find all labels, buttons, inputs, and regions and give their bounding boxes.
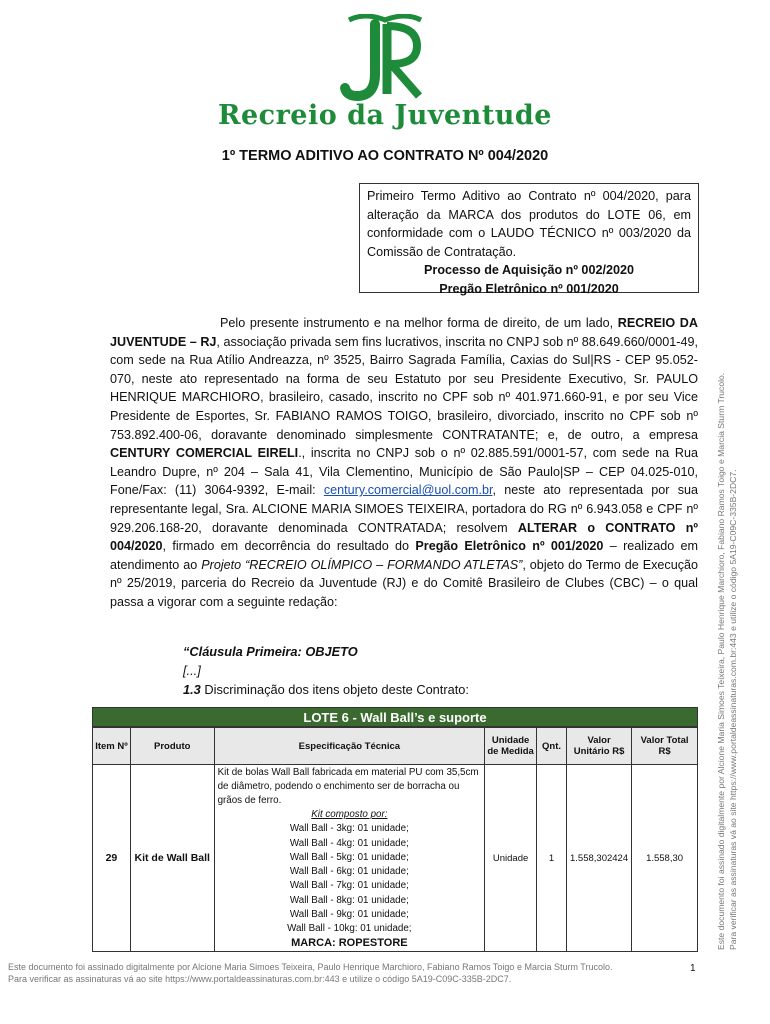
- spec-list-item: Wall Ball - 6kg: 01 unidade;: [289, 866, 409, 878]
- body-p3: ., inscrita no CNPJ sob o nº 02.885.591/0001-57, com sede na Rua Leandro Dupre, nº 204 – Sala 41, Vila Clementino, Município de São Paulo|SP – CEP 04.025-010, Fone/Fax: (11) 3064-9392, E-mail:: [110, 446, 698, 498]
- project-name: Projeto “RECREIO OLÍMPICO – FORMANDO ATLETAS”: [201, 557, 523, 572]
- footer-line1: Este documento foi assinado digitalmente por Alcione Maria Simoes Teixeira, Paulo Henrique Marchioro, Fabiano Ramos Toigo e Marcia Sturm Trucolo.: [8, 962, 613, 972]
- pregao-ref: Pregão Eletrônico nº 001/2020: [415, 539, 604, 554]
- email-link[interactable]: century.comercial@uol.com.br: [323, 483, 493, 498]
- table-row: [93, 765, 698, 952]
- summary-box: [359, 183, 699, 296]
- cell-produto: Kit de Wall Ball: [130, 765, 214, 952]
- signature-notice-line2: Para verificar as assinaturas vá ao site https://www.portaldeassinaturas.com.br:443 e utilize o código 5A19-C09C-335B-2DC7.: [728, 469, 738, 950]
- clause-item-number: 1.3: [183, 682, 201, 697]
- contract-body: [110, 314, 698, 612]
- cell-unidade: Unidade: [485, 765, 537, 952]
- footer-line2: Para verificar as assinaturas vá ao site https://www.portaldeassinaturas.com.br:443 e utilize o código 5A19-C09C-335B-2DC7.: [8, 973, 512, 984]
- clause-block: [183, 642, 469, 699]
- summary-process: Processo de Aquisição nº 002/2020: [424, 263, 634, 277]
- items-table: [92, 727, 698, 952]
- cell-especificacao: [214, 765, 485, 952]
- header-unidade: Unidade de Medida: [485, 728, 537, 765]
- lote-header: LOTE 6 - Wall Ball’s e suporte: [92, 707, 698, 727]
- header-especificacao: Especificação Técnica: [214, 728, 485, 765]
- spec-list-item: Wall Ball - 10kg: 01 unidade;: [287, 922, 412, 934]
- header-valor-total: Valor Total R$: [632, 728, 698, 765]
- summary-text: Primeiro Termo Aditivo ao Contrato nº 004/2020, para alteração da MARCA dos produtos do LOTE 06, em conformidade com o LAUDO TÉCNICO nº 003/2020 da Comissão de Contratação.: [367, 189, 691, 259]
- summary-pregao: Pregão Eletrônico nº 001/2020: [439, 281, 619, 296]
- alter-clause: ALTERAR o CONTRATO nº 004/2020: [110, 520, 699, 554]
- contratante-name: RECREIO DA JUVENTUDE – RJ: [110, 316, 698, 349]
- cell-item: 29: [93, 765, 131, 952]
- jr-monogram-icon: [335, 14, 435, 104]
- cell-valor-total: 1.558,30: [632, 765, 698, 952]
- cell-qnt: 1: [537, 765, 567, 952]
- body-p5: , firmado em decorrência do resultado do: [162, 539, 410, 554]
- body-p1: Pelo presente instrumento e na melhor forma de direito, de um lado,: [220, 316, 614, 330]
- spec-list-item: Wall Ball - 5kg: 01 unidade;: [289, 851, 409, 863]
- header-valor-unitario: Valor Unitário R$: [567, 728, 632, 765]
- signature-notice-line1: Este documento foi assinado digitalmente por Alcione Maria Simoes Teixeira, Paulo Henrique Marchioro, Fabiano Ramos Toigo e Marcia Sturm Trucolo.: [716, 372, 726, 950]
- contratada-name: CENTURY COMERCIAL EIRELI: [110, 446, 299, 461]
- page-number: 1: [690, 963, 696, 974]
- brand-name: Recreio da Juventude: [218, 100, 552, 131]
- document-title: 1º TERMO ADITIVO AO CONTRATO Nº 004/2020: [221, 148, 549, 164]
- clause-heading: “Cláusula Primeira: OBJETO: [183, 644, 358, 659]
- spec-list-item: Wall Ball - 7kg: 01 unidade;: [289, 880, 409, 892]
- cell-valor-unitario: 1.558,302424: [567, 765, 632, 952]
- body-p7: , objeto do Termo de Execução nº 25/2019, parceria do Recreio da Juventude (RJ) e do Comitê Brasileiro de Clubes (CBC) – o qual passa a vigorar com a seguinte redação:: [110, 557, 699, 609]
- body-p2: , associação privada sem fins lucrativos, inscrita no CNPJ sob nº 88.649.660/0001-49, com sede na Rua Atílio Andreazza, nº 3525, Bairro Sagrada Família, Caxias do Sul|RS - CEP 95.052-070, neste ato representado na forma de seu Estatuto por seu Presidente Executivo, Sr. PAULO HENRIQUE MARCHIORO, brasileiro, casado, inscrito no CPF sob nº 401.971.660-91, e por seu Vice Presidente de Esportes, Sr. FABIANO RAMOS TOIGO, brasileiro, divorciado, inscrito no CPF sob nº 753.892.400-06, doravante denominado simplesmente CONTRATANTE; e, de outro, a empresa: [110, 334, 698, 442]
- body-p4: , neste ato representada por sua representante legal, Sra. ALCIONE MARIA SIMOES TEIXEIRA, portadora do RG nº 6.943.058 e CPF nº 929.206.168-20, doravante denominada CONTRATADA; resolvem: [110, 483, 699, 535]
- spec-lead: Kit de bolas Wall Ball fabricada em material PU com 35,5cm de diâmetro, podendo o enchimento ser de borracha ou grãos de ferro.: [217, 766, 479, 807]
- header-qnt: Qnt.: [537, 728, 567, 765]
- table-header-row: [93, 728, 698, 765]
- spec-list-item: Wall Ball - 4kg: 01 unidade;: [289, 837, 409, 849]
- body-p6: – realizado em atendimento ao: [110, 539, 699, 572]
- clause-item-text: Discriminação dos itens objeto deste Contrato:: [204, 682, 469, 697]
- footer: [8, 962, 648, 985]
- spec-kit: Kit composto por:: [311, 809, 388, 821]
- clause-ellipsis: [...]: [183, 663, 201, 678]
- spec-list-item: Wall Ball - 8kg: 01 unidade;: [289, 894, 409, 906]
- spec-marca: MARCA: ROPESTORE: [291, 937, 408, 950]
- spec-list-item: Wall Ball - 9kg: 01 unidade;: [289, 908, 409, 920]
- spec-list-item: Wall Ball - 3kg: 01 unidade;: [289, 823, 409, 835]
- header-item: Item Nº: [93, 728, 131, 765]
- signature-notice-vertical: [700, 300, 748, 950]
- header-produto: Produto: [130, 728, 214, 765]
